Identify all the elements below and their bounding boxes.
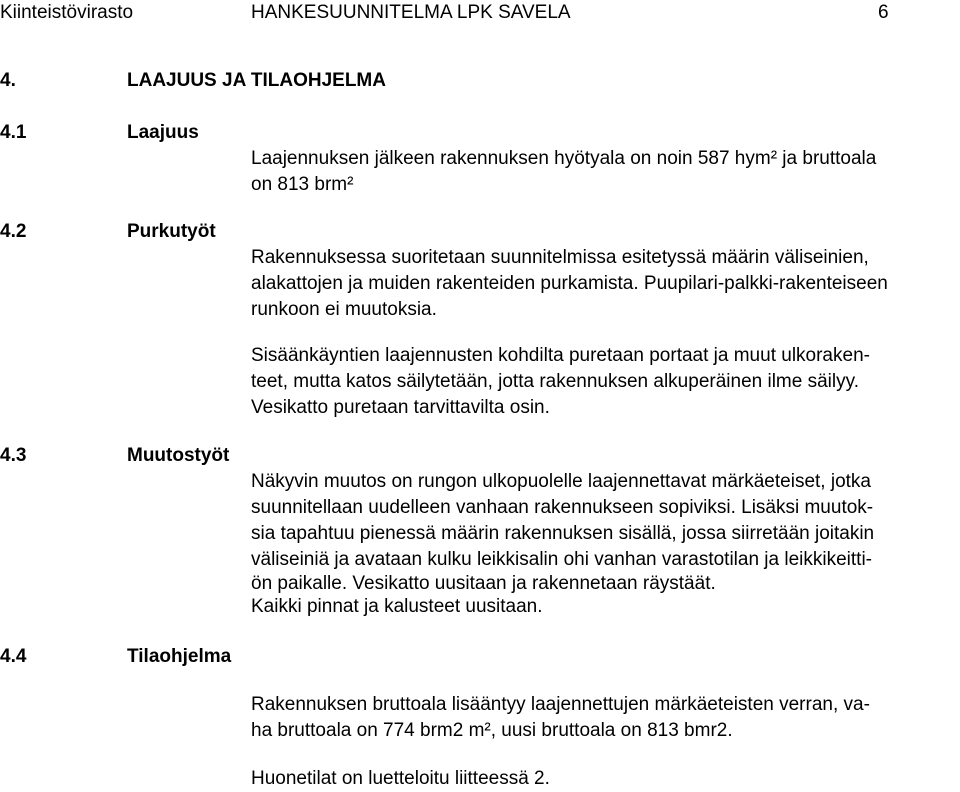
paragraph-line: ha bruttoala on 774 brm2 m², uusi bruttoala on 813 bmr2.	[251, 720, 733, 741]
paragraph-line: Rakennuksessa suoritetaan suunnitelmissa esitetyssä määrin väliseinien,	[251, 247, 869, 268]
paragraph-line: Kaikki pinnat ja kalusteet uusitaan.	[251, 596, 543, 617]
paragraph-line: Huonetilat on luetteloitu liitteessä 2.	[251, 768, 550, 789]
paragraph-line: Rakennuksen bruttoala lisääntyy laajennettujen märkäeteisten verran, va-	[251, 694, 870, 715]
section-title-muutostyot: Muutostyöt	[127, 445, 230, 466]
header-title: HANKESUUNNITELMA LPK SAVELA	[251, 2, 571, 23]
section-number-4-4: 4.4	[0, 646, 27, 667]
chapter-title: LAAJUUS JA TILAOHJELMA	[127, 70, 386, 91]
section-number-4-3: 4.3	[0, 445, 27, 466]
chapter-number: 4.	[0, 70, 16, 91]
section-number-4-1: 4.1	[0, 122, 27, 143]
paragraph-line: Vesikatto puretaan tarvittavilta osin.	[251, 397, 550, 418]
paragraph-line: Laajennuksen jälkeen rakennuksen hyötyala on noin 587 hym² ja bruttoala	[251, 148, 877, 169]
paragraph-line: Näkyvin muutos on rungon ulkopuolelle laajennettavat märkäeteiset, jotka	[251, 471, 871, 492]
paragraph-line: väliseiniä ja avataan kulku leikkisalin ohi vanhan varastotilan ja leikkikeitti-	[251, 549, 872, 570]
paragraph-line: on 813 brm²	[251, 174, 354, 195]
section-title-laajuus: Laajuus	[127, 122, 199, 143]
paragraph-line: teet, mutta katos säilytetään, jotta rakennuksen alkuperäinen ilme säilyy.	[251, 371, 859, 392]
paragraph-line: Sisäänkäyntien laajennusten kohdilta puretaan portaat ja muut ulkoraken-	[251, 345, 870, 366]
paragraph-line: runkoon ei muutoksia.	[251, 299, 437, 320]
paragraph-line: ön paikalle. Vesikatto uusitaan ja rakennetaan räystäät.	[251, 573, 716, 594]
section-title-purkutyot: Purkutyöt	[127, 221, 216, 242]
section-title-tilaohjelma: Tilaohjelma	[127, 646, 232, 667]
section-number-4-2: 4.2	[0, 221, 27, 242]
header-office: Kiinteistövirasto	[0, 2, 134, 23]
page-number: 6	[878, 2, 889, 23]
paragraph-line: suunnitellaan uudelleen vanhaan rakennukseen sopiviksi. Lisäksi muutok-	[251, 497, 874, 518]
paragraph-line: alakattojen ja muiden rakenteiden purkamista. Puupilari-palkki-rakenteiseen	[251, 273, 888, 294]
paragraph-line: sia tapahtuu pienessä määrin rakennuksen sisällä, jossa siirretään joitakin	[251, 523, 875, 544]
